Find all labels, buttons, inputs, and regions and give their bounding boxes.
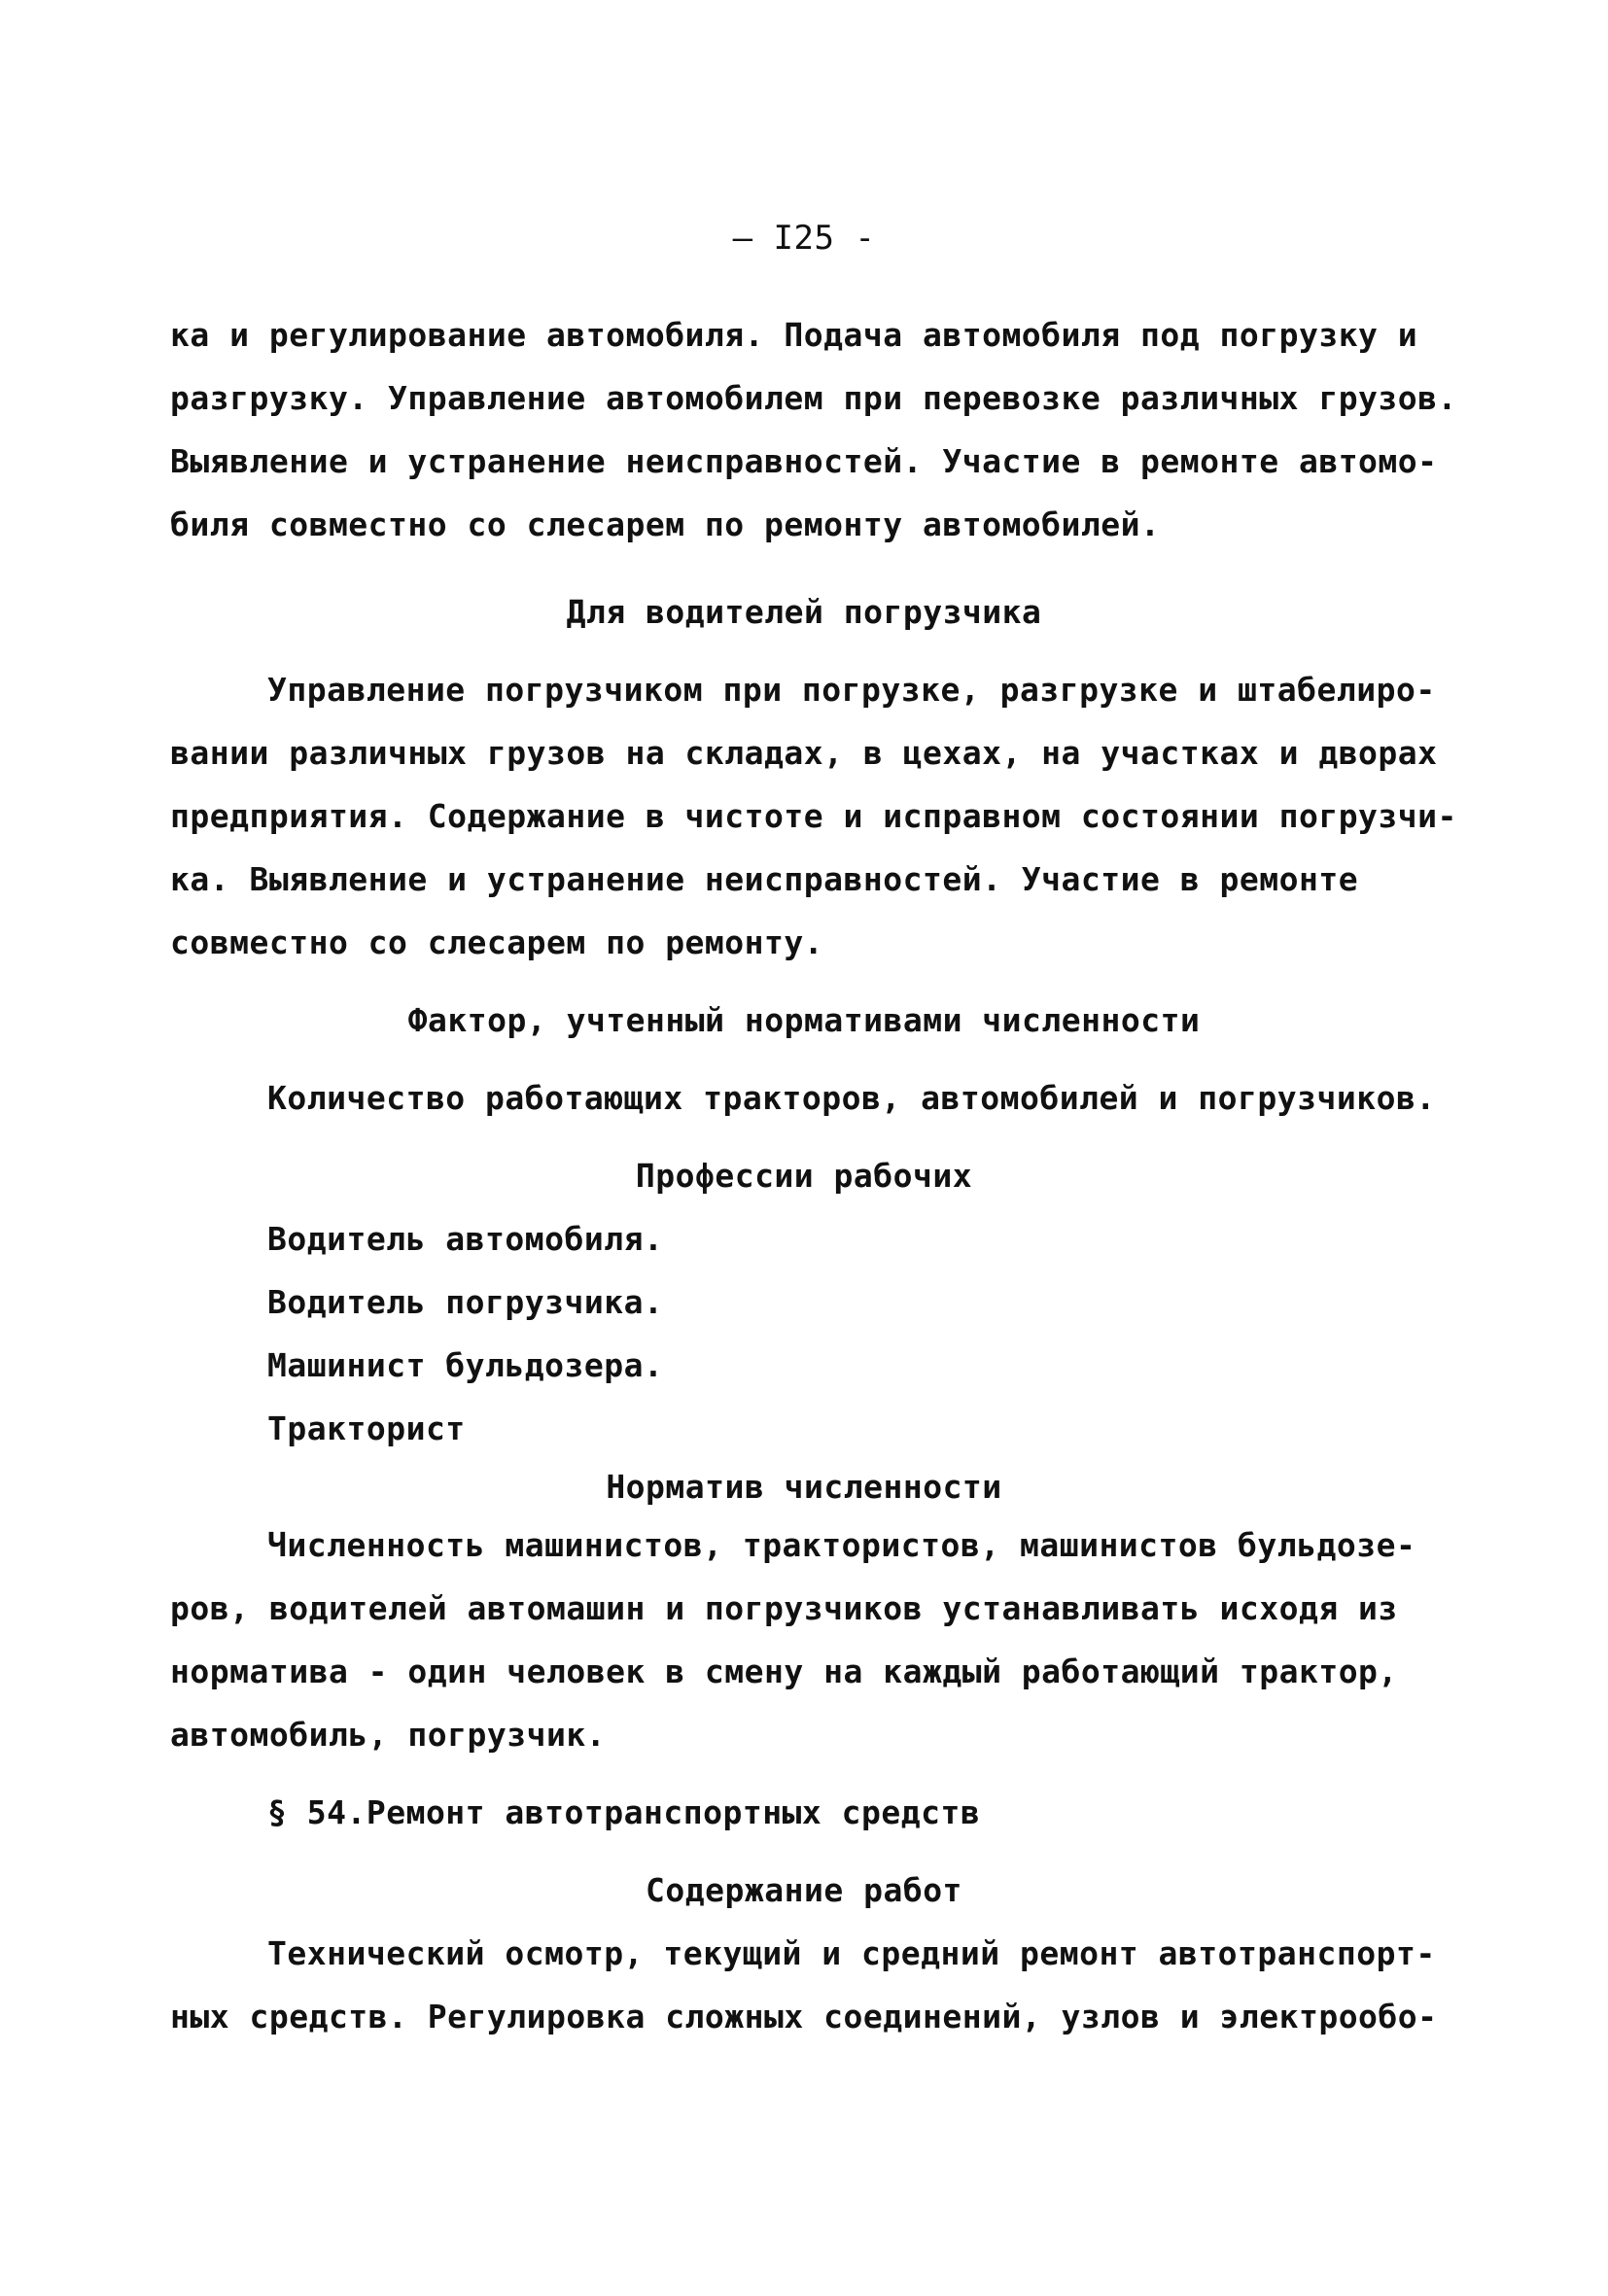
profession-item: Водитель автомобиля. — [267, 1220, 664, 1258]
section-title: § 54.Ремонт автотранспортных средств — [267, 1793, 981, 1831]
paragraph-line: норматива - один человек в смену на каждый работающий трактор, — [170, 1652, 1398, 1690]
profession-item: Тракторист — [267, 1409, 466, 1447]
profession-item: Машинист бульдозера. — [267, 1346, 664, 1384]
paragraph-line: ных средств. Регулировка сложных соединений, узлов и электрообо- — [170, 1998, 1438, 2035]
heading-work: Содержание работ — [646, 1871, 962, 1909]
page-number: — I25 - — [732, 219, 876, 258]
factor-text: Количество работающих тракторов, автомобилей и погрузчиков. — [267, 1079, 1436, 1117]
heading-factor: Фактор, учтенный нормативами численности — [407, 1001, 1201, 1039]
paragraph-line: ров, водителей автомашин и погрузчиков устанавливать исходя из — [170, 1589, 1398, 1627]
profession-item: Водитель погрузчика. — [267, 1283, 664, 1321]
paragraph-line: Численность машинистов, трактористов, машинистов бульдозе- — [267, 1526, 1416, 1564]
heading-forklift-drivers: Для водителей погрузчика — [566, 593, 1042, 631]
paragraph-line: Выявление и устранение неисправностей. Участие в ремонте автомо- — [170, 442, 1438, 480]
heading-norm: Норматив численности — [606, 1468, 1002, 1506]
heading-professions: Профессии рабочих — [635, 1157, 973, 1195]
paragraph-line: совместно со слесарем по ремонту. — [170, 923, 824, 961]
paragraph-line: автомобиль, погрузчик. — [170, 1716, 607, 1754]
paragraph-line: биля совместно со слесарем по ремонту автомобилей. — [170, 505, 1161, 543]
paragraph-line: ка и регулирование автомобиля. Подача автомобиля под погрузку и — [170, 316, 1418, 354]
paragraph-line: разгрузку. Управление автомобилем при перевозке различных грузов. — [170, 379, 1457, 417]
paragraph-line: ка. Выявление и устранение неисправностей. Участие в ремонте — [170, 860, 1359, 898]
paragraph-line: вании различных грузов на складах, в цехах, на участках и дворах — [170, 734, 1438, 772]
paragraph-line: Технический осмотр, текущий и средний ремонт автотранспорт- — [267, 1934, 1436, 1972]
paragraph-line: предприятия. Содержание в чистоте и исправном состоянии погрузчи- — [170, 797, 1457, 835]
paragraph-line: Управление погрузчиком при погрузке, разгрузке и штабелиро- — [267, 671, 1436, 709]
